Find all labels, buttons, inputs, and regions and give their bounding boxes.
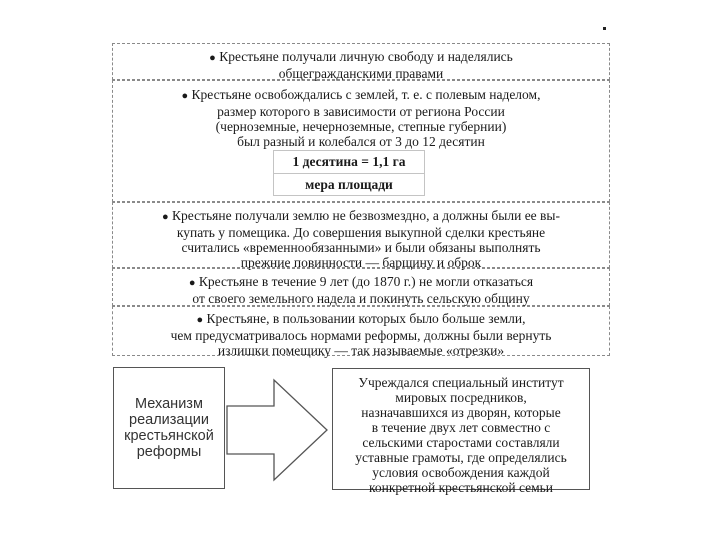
mechanism-line: крестьянской	[124, 428, 214, 444]
desyatina-equation: 1 десятина = 1,1 га	[274, 151, 424, 174]
mechanism-line: реализации	[129, 412, 209, 428]
institution-line: в течение двух лет совместно с	[371, 420, 551, 435]
institution-line: Учреждался специальный институт	[358, 375, 564, 390]
bullet-icon: ●	[209, 52, 216, 64]
point-text-line: Крестьяне в течение 9 лет (до 1870 г.) не могли отказаться	[198, 274, 534, 289]
reform-point-nine-years	[112, 268, 610, 306]
reform-point-personal-freedom	[112, 43, 610, 80]
mechanism-box	[113, 367, 225, 489]
point-text-line: Крестьяне получали землю не безвозмездно, а должны были ее вы-	[172, 208, 560, 223]
bullet-icon: ●	[196, 314, 204, 326]
reform-point-otrezki	[112, 306, 610, 356]
bullet-icon: ●	[188, 277, 196, 289]
point-text-line: излишки помещику — так называемые «отрезки»	[217, 343, 505, 358]
institution-line: назначавшихся из дворян, которые	[361, 405, 561, 420]
corner-mark	[603, 27, 606, 30]
mediators-institution-box	[332, 368, 590, 495]
institution-line: условия освобождения каждой	[372, 465, 550, 480]
right-arrow-icon	[226, 378, 330, 482]
bullet-icon: ●	[162, 211, 169, 223]
point-text-line: (черноземные, нечерноземные, степные губернии)	[215, 119, 507, 134]
institution-line: уставные грамоты, где определялись	[355, 450, 567, 465]
mechanism-line: реформы	[136, 444, 202, 460]
point-text-line: от своего земельного надела и покинуть сельскую общину	[192, 291, 530, 306]
desyatina-caption: мера площади	[305, 177, 393, 192]
point-text-line: Крестьяне получали личную свободу и наделялись	[219, 49, 513, 64]
desyatina-definition-box	[273, 150, 425, 196]
point-text-line: прежние повинности — барщину и оброк	[240, 255, 482, 270]
point-text-line: общегражданскими правами	[278, 66, 444, 81]
point-text-line: купать у помещика. До совершения выкупной сделки крестьяне	[176, 225, 546, 240]
mechanism-line: Механизм	[135, 396, 203, 412]
institution-line: сельскими старостами составляли	[362, 435, 560, 450]
point-text-line: Крестьяне, в пользовании которых было больше земли,	[206, 311, 526, 326]
point-text-line: считались «временнообязанными» и были обязаны выполнять	[181, 240, 541, 255]
institution-line: мировых посредников,	[395, 390, 527, 405]
point-text-line: Крестьяне освобождались с землей, т. е. с полевым наделом,	[191, 87, 541, 102]
point-text-line: размер которого в зависимости от региона России	[217, 104, 505, 119]
point-text-line: чем предусматривалось нормами реформы, должны были вернуть	[170, 328, 552, 343]
institution-line: конкретной крестьянской семьи	[368, 480, 554, 495]
point-text-line: был разный и колебался от 3 до 12 десятин	[237, 134, 485, 149]
reform-point-land-redemption	[112, 202, 610, 268]
bullet-icon: ●	[181, 90, 189, 102]
